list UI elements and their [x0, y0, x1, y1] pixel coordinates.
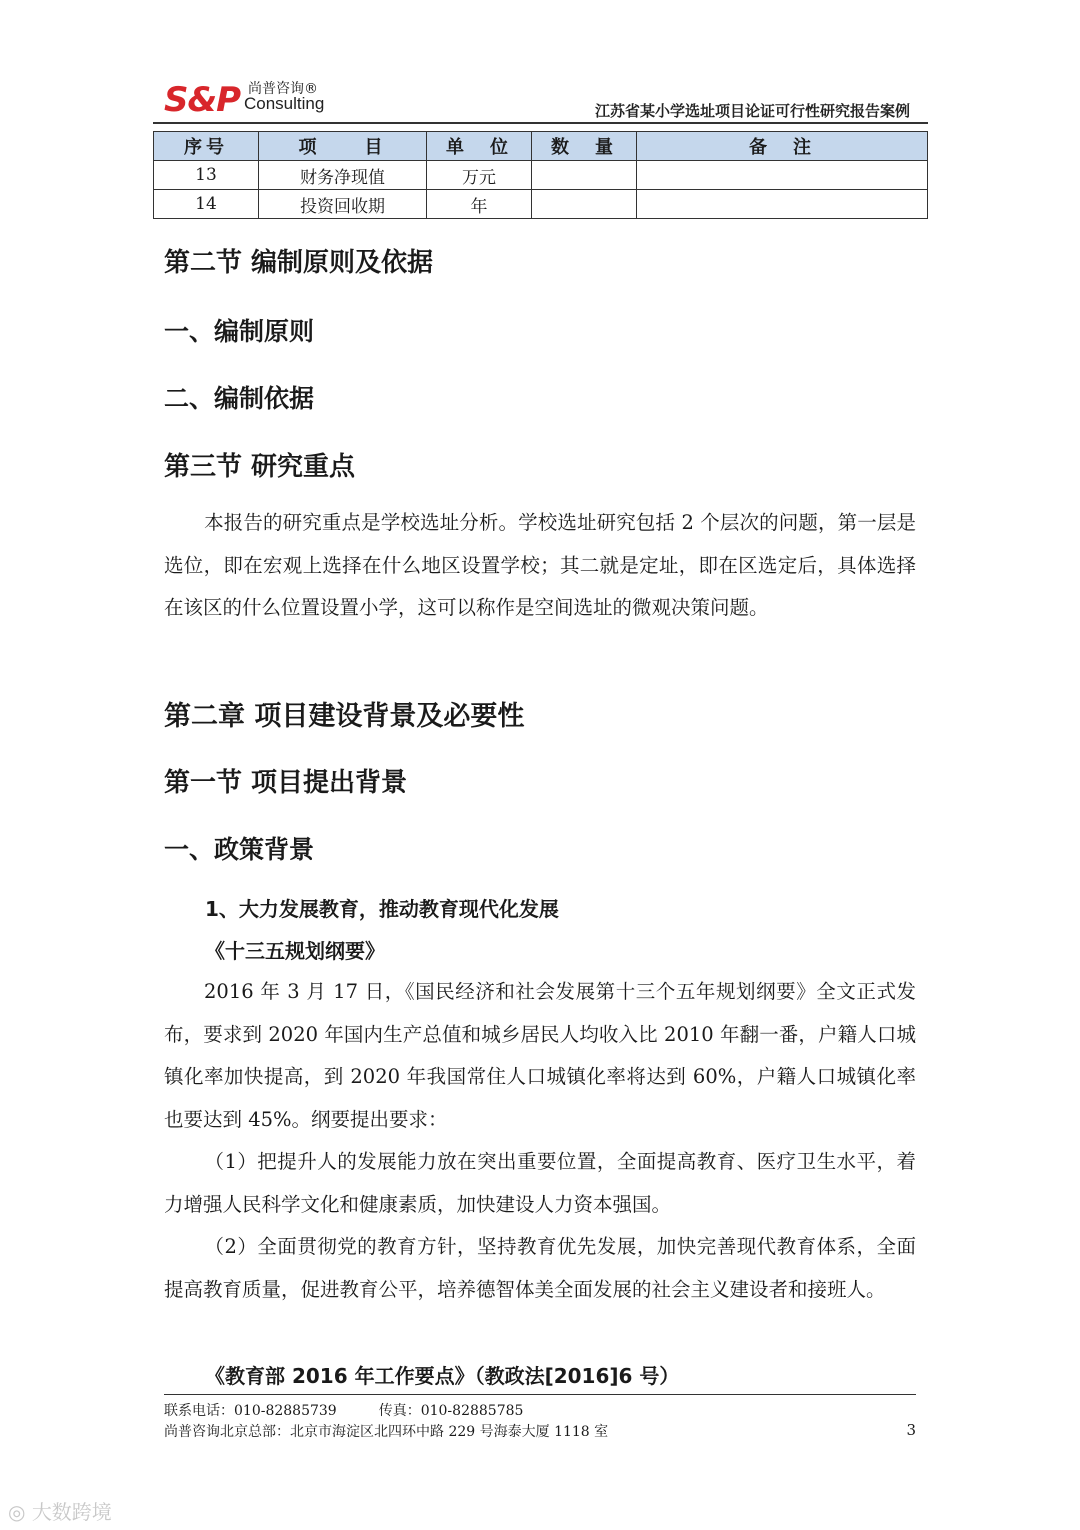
- paragraph: [164, 1226, 916, 1311]
- header-rule: [153, 122, 928, 124]
- table-header-row: [154, 132, 928, 161]
- table-cell: [637, 161, 928, 190]
- subsection-heading: 一、政策背景: [164, 835, 315, 864]
- watermark: [8, 1496, 112, 1525]
- summary-table: [153, 131, 928, 219]
- table-cell: 年: [427, 190, 532, 219]
- paragraph-text: （2）全面贯彻党的教育方针，坚持教育优先发展，加快完善现代教育体系，全面提高教育质量，促进教育公平，培养德智体美全面发展的社会主义建设者和接班人。: [164, 1235, 916, 1301]
- header-title: 江苏省某小学选址项目论证可行性研究报告案例: [594, 102, 910, 120]
- table-row: [154, 161, 928, 190]
- item-heading: 1、大力发展教育，推动教育现代化发展: [205, 897, 559, 921]
- chapter-heading: 第二章 项目建设背景及必要性: [164, 701, 525, 732]
- doc-title: 《教育部 2016 年工作要点》（教政法[2016]6 号）: [205, 1364, 680, 1388]
- watermark-text: 大数跨境: [31, 1500, 112, 1524]
- subsection-heading: 二、编制依据: [164, 384, 315, 413]
- col-header: 项 目: [259, 132, 427, 161]
- paragraph-text: 本报告的研究重点是学校选址分析。学校选址研究包括 2 个层次的问题，第一层是选位，即在宏观上选择在什么地区设置学校；其二就是定址，即在区选定后，具体选择在该区的什么位置设置小学，这可以称作是空间选址的微观决策问题。: [164, 511, 916, 619]
- col-header: 备 注: [637, 132, 928, 161]
- table-cell: [637, 190, 928, 219]
- table-cell: 14: [154, 190, 259, 219]
- paragraph-text: 2016 年 3 月 17 日，《国民经济和社会发展第十三个五年规划纲要》全文正式发布，要求到 2020 年国内生产总值和城乡居民人均收入比 2010 年翻一番，户籍人口城镇化率加快提高，到 2020 年我国常住人口城镇化率将达到 60%，户籍人口城镇化率也要达到 45%。纲要提出要求：: [164, 980, 916, 1131]
- table-cell: 万元: [427, 161, 532, 190]
- page-number: 3: [906, 1421, 916, 1439]
- footer-rule: [164, 1394, 916, 1395]
- section-heading: 第二节 编制原则及依据: [164, 248, 434, 278]
- table-cell: 财务净现值: [259, 161, 427, 190]
- table-cell: 13: [154, 161, 259, 190]
- footer-contact: 联系电话：010-82885739 传真：010-82885785: [164, 1403, 524, 1419]
- logo-chinese: 尚普咨询®: [248, 81, 318, 97]
- table-row: [154, 190, 928, 219]
- paragraph: [164, 502, 916, 630]
- logo-english: Consulting: [244, 94, 325, 113]
- table-cell: [532, 161, 637, 190]
- paragraph: [164, 1141, 916, 1226]
- footer-address: 尚普咨询北京总部：北京市海淀区北四环中路 229 号海泰大厦 1118 室: [164, 1424, 609, 1440]
- table-cell: [532, 190, 637, 219]
- col-header: 单 位: [427, 132, 532, 161]
- paragraph-text: （1）把提升人的发展能力放在突出重要位置，全面提高教育、医疗卫生水平，着力增强人民科学文化和健康素质，加快建设人力资本强国。: [164, 1150, 916, 1216]
- section-heading: 第一节 项目提出背景: [164, 768, 408, 798]
- logo-mark: S&P: [164, 80, 241, 120]
- section-heading: 第三节 研究重点: [164, 452, 356, 482]
- paragraph: [164, 971, 916, 1141]
- col-header: 序号: [154, 132, 259, 161]
- watermark-logo-icon: ◎: [8, 1500, 26, 1524]
- subsection-heading: 一、编制原则: [164, 317, 315, 346]
- col-header: 数 量: [532, 132, 637, 161]
- doc-title: 《十三五规划纲要》: [205, 939, 385, 963]
- table-cell: 投资回收期: [259, 190, 427, 219]
